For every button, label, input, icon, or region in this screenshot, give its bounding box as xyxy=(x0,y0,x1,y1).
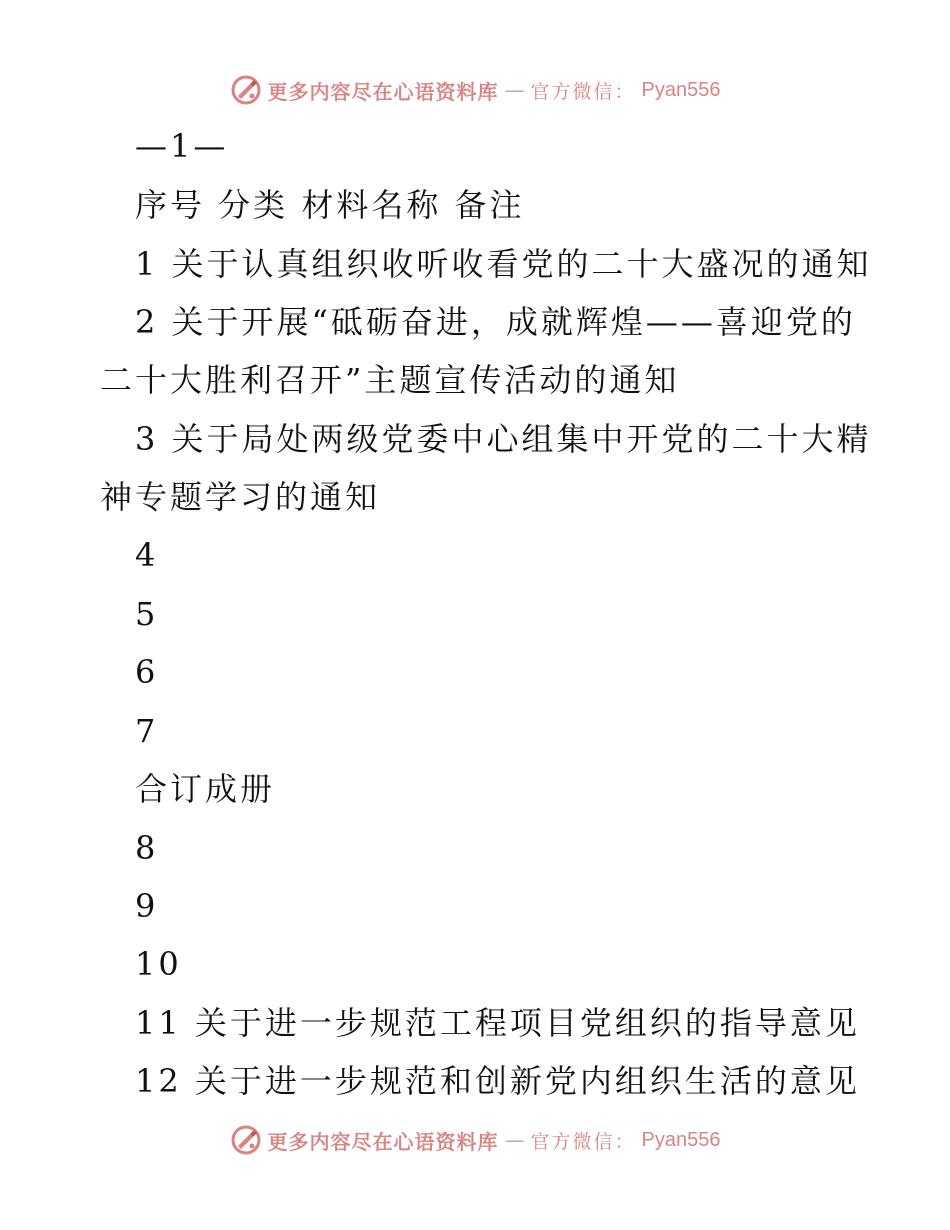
list-item-2: 2 关于开展“砥砺奋进，成就辉煌——喜迎党的 xyxy=(135,303,856,341)
watermark-header xyxy=(0,70,950,110)
watermark-wechat-id: Pyan556 xyxy=(641,78,721,101)
watermark-official-text: 官方微信： xyxy=(530,1130,636,1153)
header-row: 序号 分类 材料名称 备注 xyxy=(135,186,525,224)
list-item-9: 9 xyxy=(135,887,159,925)
list-item-8: 8 xyxy=(135,829,159,867)
watermark-main-text: 更多内容尽在心语资料库 xyxy=(267,79,499,104)
list-item-7: 7 xyxy=(135,712,159,750)
page-marker: —1— xyxy=(135,127,229,165)
watermark-wechat-id: Pyan556 xyxy=(641,1128,721,1151)
list-item-12: 12 关于进一步规范和创新党内组织生活的意见 xyxy=(135,1062,860,1100)
watermark-official-text: 官方微信： xyxy=(530,80,636,103)
watermark-footer xyxy=(0,1120,950,1160)
list-item-4: 4 xyxy=(135,536,159,574)
list-item-3: 3 关于局处两级党委中心组集中开党的二十大精 xyxy=(135,420,872,458)
list-item-11: 11 关于进一步规范工程项目党组织的指导意见 xyxy=(135,1004,860,1042)
list-item-1: 1 关于认真组织收听收看党的二十大盛况的通知 xyxy=(135,245,872,283)
list-item-3-continued: 神专题学习的通知 xyxy=(100,478,381,516)
watermark-main-text: 更多内容尽在心语资料库 xyxy=(267,1129,499,1154)
list-item-6: 6 xyxy=(135,653,159,691)
pen-logo-icon xyxy=(230,74,262,106)
list-item-2-continued: 二十大胜利召开”主题宣传活动的通知 xyxy=(100,361,680,399)
list-item-5: 5 xyxy=(135,595,159,633)
watermark-separator: — xyxy=(504,78,525,102)
watermark-separator: — xyxy=(504,1128,525,1152)
list-item-10: 10 xyxy=(135,945,182,983)
list-item-bound-volume: 合订成册 xyxy=(135,770,276,808)
pen-logo-icon xyxy=(230,1124,262,1156)
